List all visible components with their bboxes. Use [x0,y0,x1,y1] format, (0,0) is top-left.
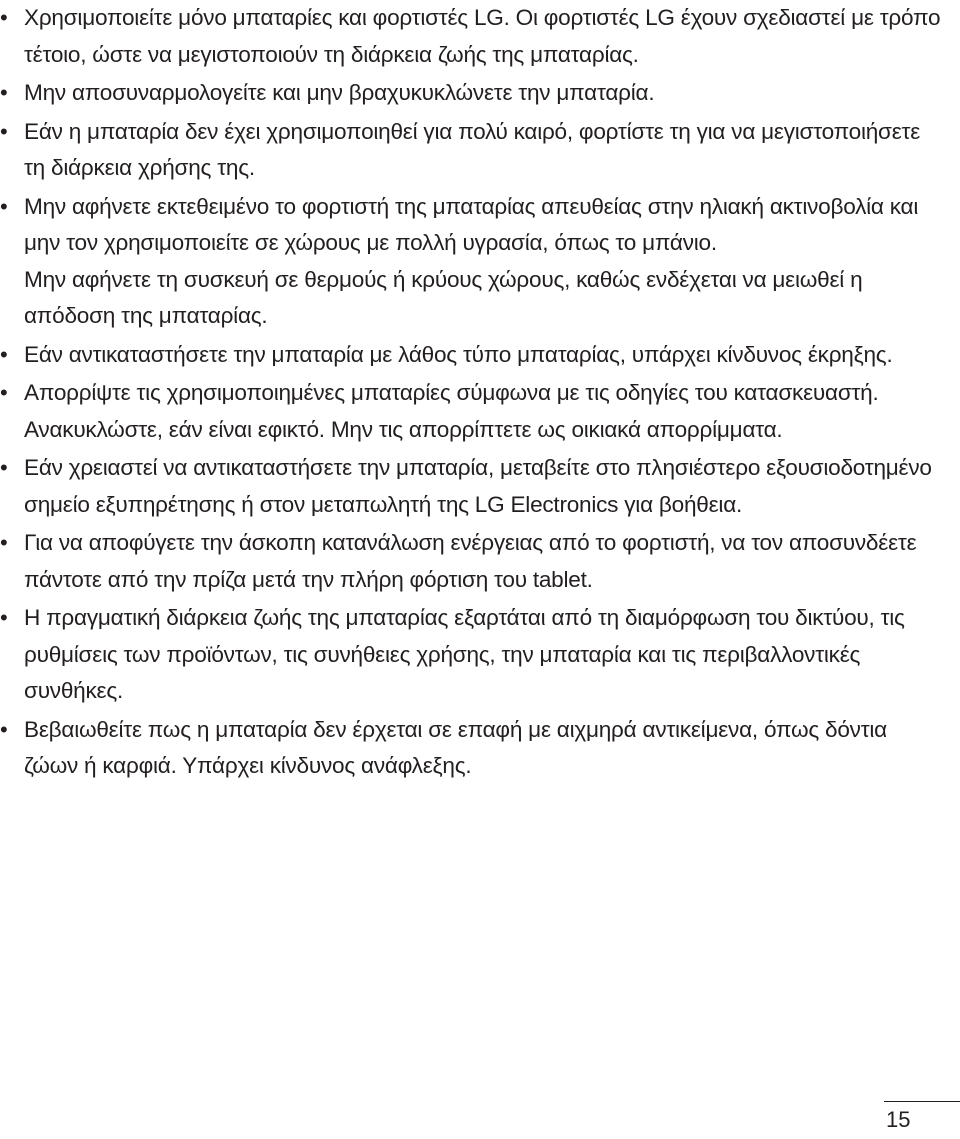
list-item-text: Βεβαιωθείτε πως η μπαταρία δεν έρχεται σε επαφή με αιχμηρά αντικείμενα, όπως δόντια ζώων ή καρφιά. Υπάρχει κίνδυνος ανάφλεξης. [24,716,887,778]
bullet-marker: • [0,530,8,555]
list-item-text: Εάν η μπαταρία δεν έχει χρησιμοποιηθεί για πολύ καιρό, φορτίστε τη για να μεγιστοποιήσετε τη διάρκεια χρήσης της. [24,118,921,180]
bullet-marker: • [0,341,8,367]
list-item-text: Χρησιμοποιείτε μόνο μπαταρίες και φορτιστές LG. Οι φορτιστές LG έχουν σχεδιαστεί με τρόπο τέτοιο, ώστε να μεγιστοποιούν τη διάρκεια ζωής της μπαταρίας. [24,5,941,67]
list-item [0,189,942,335]
list-item-text: Απορρίψτε τις χρησιμοποιημένες μπαταρίες σύμφωνα με τις οδηγίες του κατασκευαστή. Ανακυκλώστε, εάν είναι εφικτό. Μην τις απορρίπτετε ως οικιακά απορρίμματα. [24,380,879,442]
bullet-marker: • [0,80,8,105]
list-item [0,525,942,598]
list-item [0,600,942,710]
list-item [0,337,942,374]
list-item-text: Για να αποφύγετε την άσκοπη κατανάλωση ενέργειας από το φορτιστή, να τον αποσυνδέετε πάντοτε από την πρίζα μετά την πλήρη φόρτιση του tablet. [24,530,917,592]
list-item-text: Η πραγματική διάρκεια ζωής της μπαταρίας εξαρτάται από τη διαμόρφωση του δικτύου, τις ρυθμίσεις των προϊόντων, τις συνήθειες χρήσης, την μπαταρία και τις περιβαλλοντικές συνθήκες. [24,605,905,703]
list-item-text-continued: Μην αφήνετε τη συσκευή σε θερμούς ή κρύους χώρους, καθώς ενδέχεται να μειωθεί η απόδοση της μπαταρίας. [24,266,863,328]
page-number: 15 [886,1107,911,1132]
list-item [0,0,942,73]
bullet-marker: • [0,380,8,405]
list-item [0,114,942,187]
bullet-marker: • [0,118,8,144]
footer-divider [884,1101,960,1102]
list-item-text: Εάν αντικαταστήσετε την μπαταρία με λάθος τύπο μπαταρίας, υπάρχει κίνδυνος έκρηξης. [24,341,893,367]
bullet-marker: • [0,455,8,480]
list-item-text: Μην αποσυναρμολογείτε και μην βραχυκυκλώνετε την μπαταρία. [24,80,655,105]
bullet-marker: • [0,716,8,742]
list-item-text: Μην αφήνετε εκτεθειμένο το φορτιστή της μπαταρίας απευθείας στην ηλιακή ακτινοβολία και μην τον χρησιμοποιείτε σε χώρους με πολλή υγρασία, όπως το μπάνιο. [24,193,919,255]
bullet-marker: • [0,193,8,219]
bullet-marker: • [0,5,8,30]
bullet-marker: • [0,605,8,630]
list-item [0,75,942,112]
list-item [0,375,942,448]
list-item-text: Εάν χρειαστεί να αντικαταστήσετε την μπαταρία, μεταβείτε στο πλησιέστερο εξουσιοδοτημένο σημείο εξυπηρέτησης ή στον μεταπωλητή της LG Electronics για βοήθεια. [24,455,932,517]
list-item [0,450,942,523]
list-item [0,712,942,785]
